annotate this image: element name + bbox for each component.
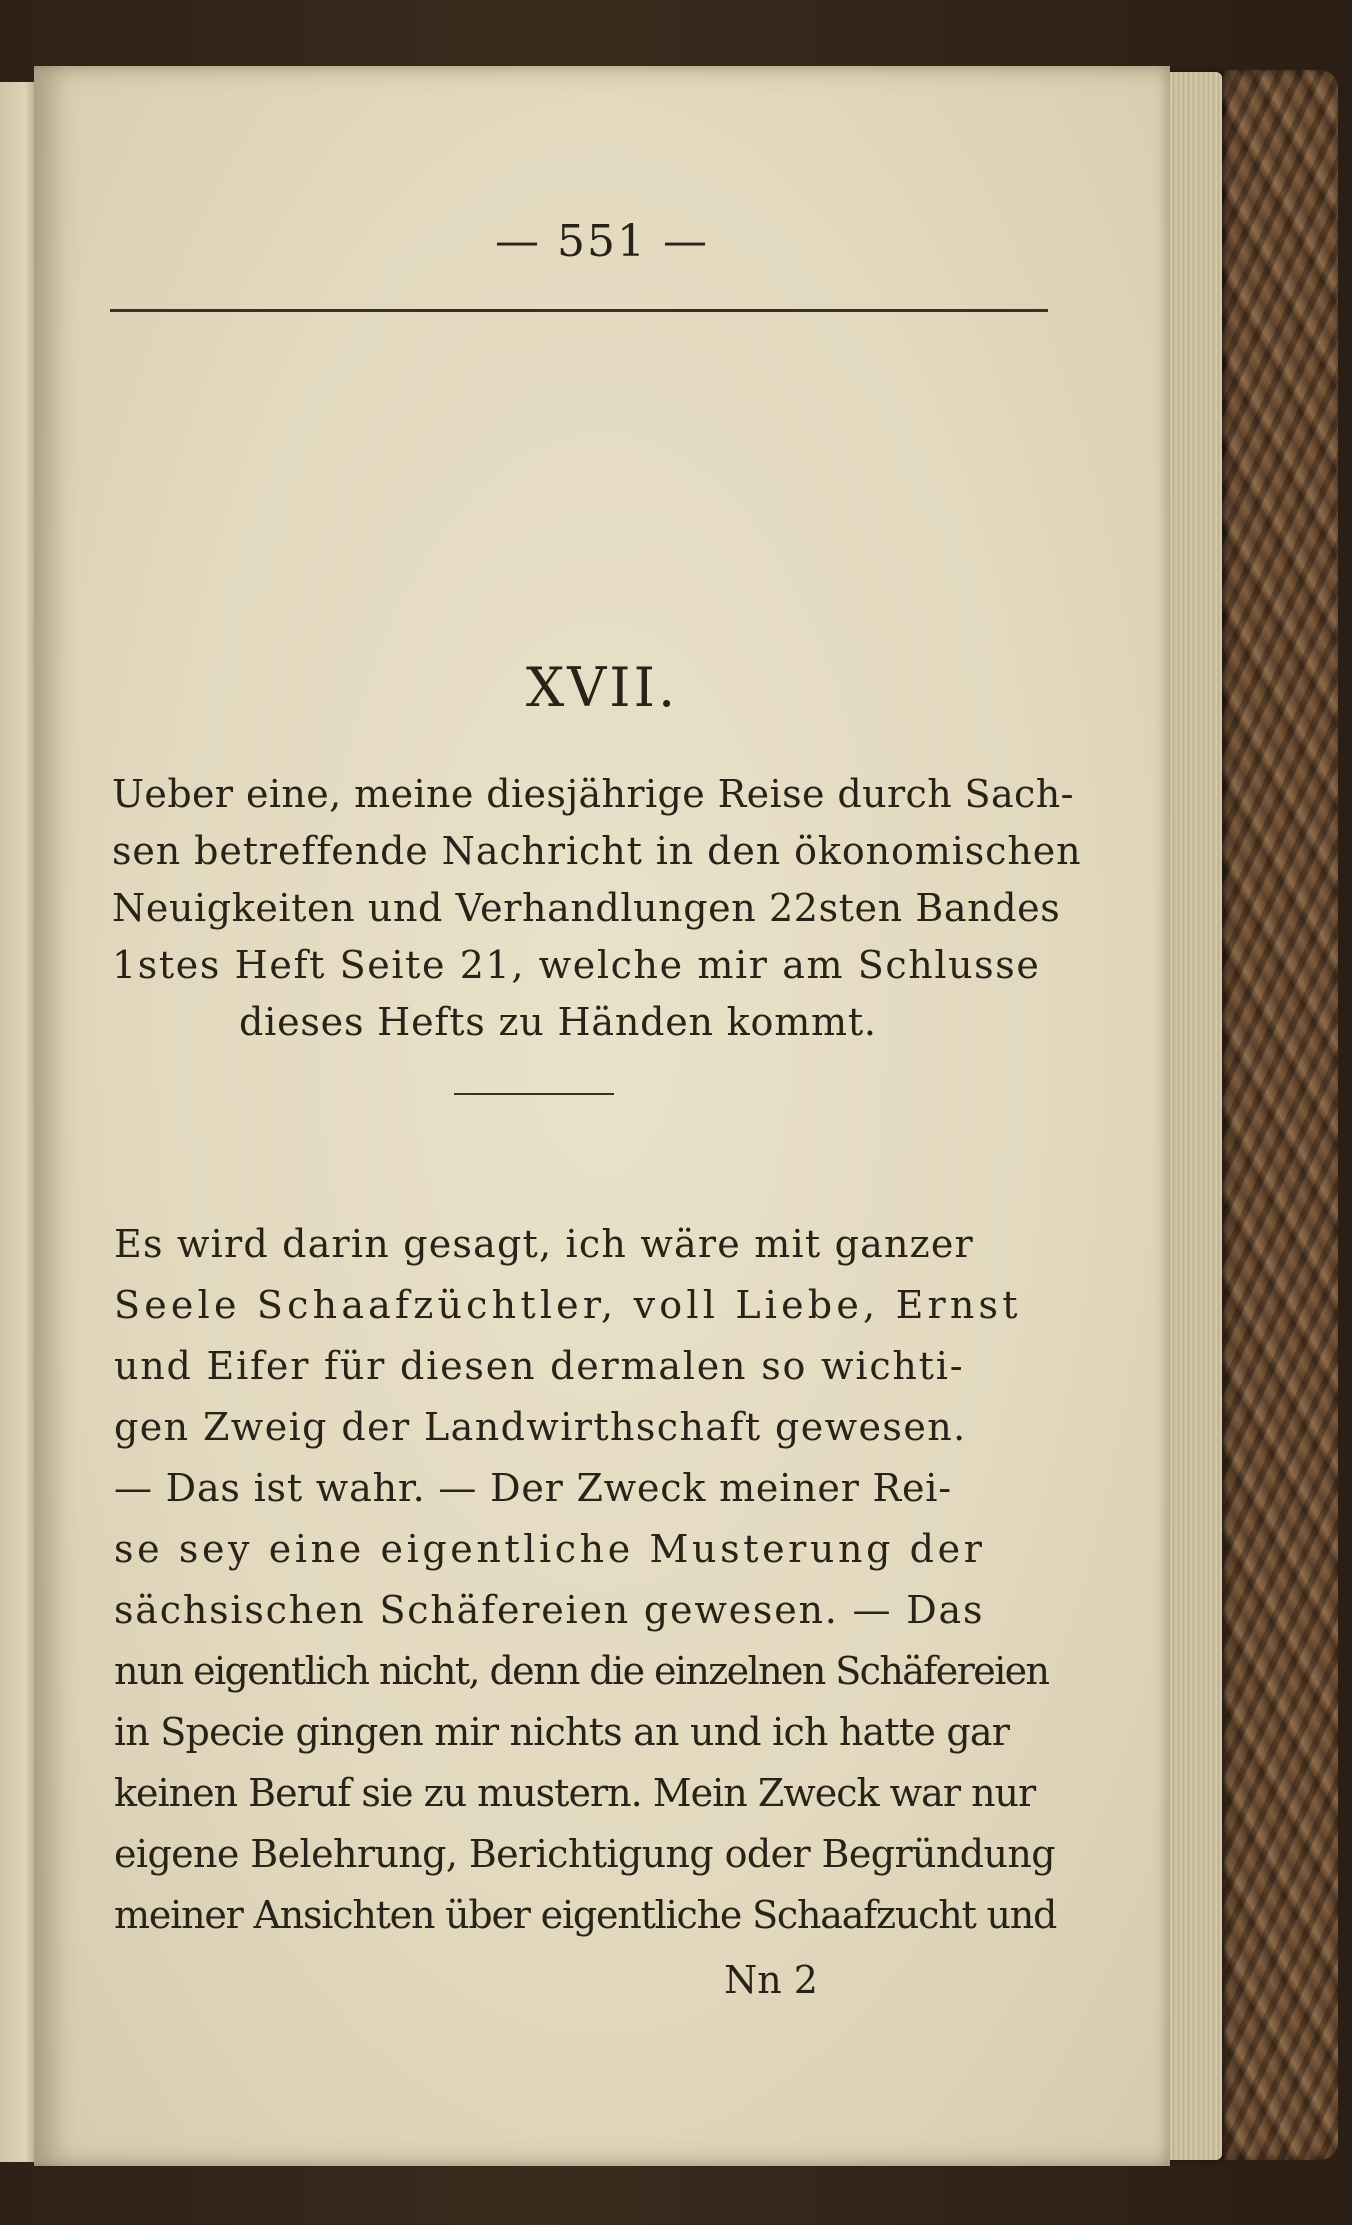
book-cover-edge (1218, 70, 1338, 2160)
page-number: — 551 — (495, 216, 709, 267)
body-line: eigene Belehrung, Berichtigung oder Begründung (114, 1832, 1055, 1876)
body-line: sächsischen Schäfereien gewesen. — Das (114, 1588, 985, 1632)
body-line: se sey eine eigentliche Musterung der (114, 1527, 986, 1571)
body-line: nun eigentlich nicht, denn die einzelnen Schäfereien (114, 1649, 1049, 1693)
title-line: sen betreffende Nachricht in den ökonomischen (112, 829, 1082, 873)
title-line: 1stes Heft Seite 21, welche mir am Schlusse (112, 943, 1041, 987)
title-line: dieses Hefts zu Händen kommt. (239, 1000, 877, 1044)
header-rule (110, 309, 1048, 312)
chapter-number: XVII. (525, 656, 679, 719)
body-line: keinen Beruf sie zu mustern. Mein Zweck war nur (114, 1771, 1036, 1815)
body-line: und Eifer für diesen dermalen so wichti- (114, 1344, 965, 1388)
title-line: Ueber eine, meine diesjährige Reise durch Sach- (112, 772, 1074, 816)
body-line: meiner Ansichten über eigentliche Schaafzucht und (114, 1893, 1057, 1937)
body-line: — Das ist wahr. — Der Zweck meiner Rei- (114, 1466, 952, 1510)
body-line: Seele Schaafzüchtler, voll Liebe, Ernst (114, 1283, 1022, 1327)
left-page-sliver (0, 82, 36, 2162)
body-line: Es wird darin gesagt, ich wäre mit ganzer (114, 1222, 974, 1266)
signature-mark: Nn 2 (724, 1958, 818, 2002)
body-line: gen Zweig der Landwirthschaft gewesen. (114, 1405, 967, 1449)
book-page (34, 66, 1170, 2166)
title-line: Neuigkeiten und Verhandlungen 22sten Bandes (112, 886, 1061, 930)
body-line: in Specie gingen mir nichts an und ich hatte gar (114, 1710, 1010, 1754)
section-rule (454, 1093, 614, 1095)
